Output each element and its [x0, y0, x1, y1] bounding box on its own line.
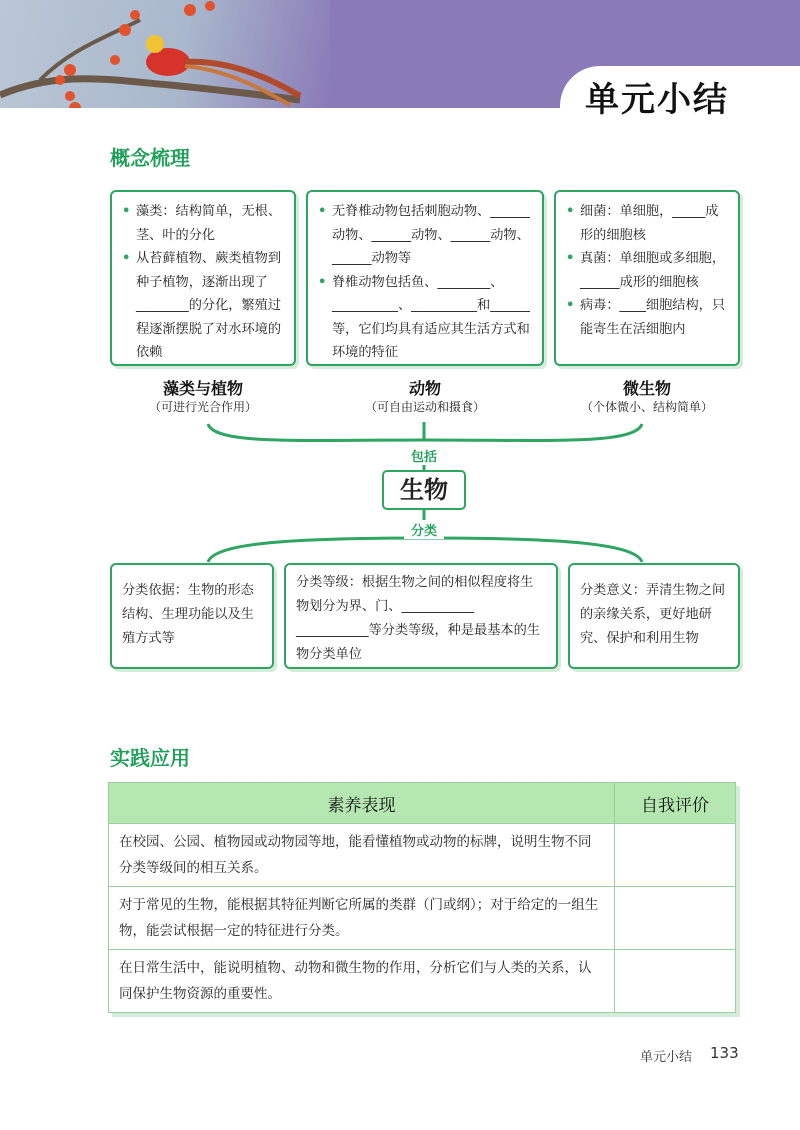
table-row — [109, 887, 736, 950]
unit-title: 单元小结 — [585, 80, 729, 120]
self-eval-cell[interactable] — [615, 950, 736, 1013]
practice-section-title: 实践应用 — [110, 746, 190, 770]
performance-cell: 对于常见的生物，能根据其特征判断它所属的类群（门或纲）；对于给定的一组生物，能尝试根据一定的特征进行分类。 — [109, 887, 615, 950]
list-item: • 藻类：结构简单，无根、茎、叶的分化 — [122, 204, 282, 243]
animals-sub: （可自由运动和摄食） — [364, 400, 485, 414]
microbes-sub: （个体微小、结构简单） — [580, 400, 713, 414]
list-item: • 从苔藓植物、蕨类植物到种子植物，逐渐出现了________的分化，繁殖过程逐渐摆脱了对水环境的依赖 — [122, 251, 282, 360]
self-eval-cell[interactable] — [615, 824, 736, 887]
list-item: • 脊椎动物包括鱼、________、__________、__________和______等，它们均具有适应其生活方式和环境的特征 — [318, 274, 530, 360]
page-number: 133 — [710, 1044, 739, 1062]
self-eval-cell[interactable] — [615, 887, 736, 950]
performance-cell: 在校园、公园、植物园或动物园等地，能看懂植物或动物的标牌，说明生物不同分类等级间的相互关系。 — [109, 824, 615, 887]
classify-levels-box: 分类等级：根据生物之间的相似程度将生物划分为界、门、___________ ___________等分类等级，种是最基本的生物分类单位 — [284, 563, 558, 669]
table-row — [109, 950, 736, 1013]
include-label: 包括 — [404, 446, 444, 465]
list-item: • 细菌：单细胞，_____成形的细胞核 — [566, 204, 719, 243]
list-item: • 病毒：____细胞结构，只能寄生在活细胞内 — [566, 298, 726, 337]
col-header-self-eval: 自我评价 — [615, 783, 736, 824]
concept-section-title: 概念梳理 — [110, 146, 190, 170]
practice-table — [108, 782, 736, 1013]
plants-sub: （可进行光合作用） — [148, 400, 257, 414]
list-item: • 无脊椎动物包括刺胞动物、______动物、______动物、______动物、______动物等 — [318, 204, 530, 266]
plants-label: 藻类与植物 — [162, 379, 243, 398]
central-concept: 生物 — [382, 470, 466, 510]
list-item: • 真菌：单细胞或多细胞，______成形的细胞核 — [566, 251, 726, 290]
table-row — [109, 824, 736, 887]
classify-label: 分类 — [404, 520, 444, 539]
microbes-label: 微生物 — [622, 379, 671, 398]
performance-cell: 在日常生活中，能说明植物、动物和微生物的作用，分析它们与人类的关系，认同保护生物资源的重要性。 — [109, 950, 615, 1013]
footer-section-label: 单元小结 — [640, 1050, 693, 1065]
col-header-performance: 素养表现 — [109, 783, 615, 824]
classify-meaning-box: 分类意义：弄清生物之间的亲缘关系，更好地研究、保护和利用生物 — [568, 563, 740, 669]
classify-basis-box: 分类依据：生物的形态结构、生理功能以及生殖方式等 — [110, 563, 274, 669]
animals-label: 动物 — [408, 379, 441, 398]
